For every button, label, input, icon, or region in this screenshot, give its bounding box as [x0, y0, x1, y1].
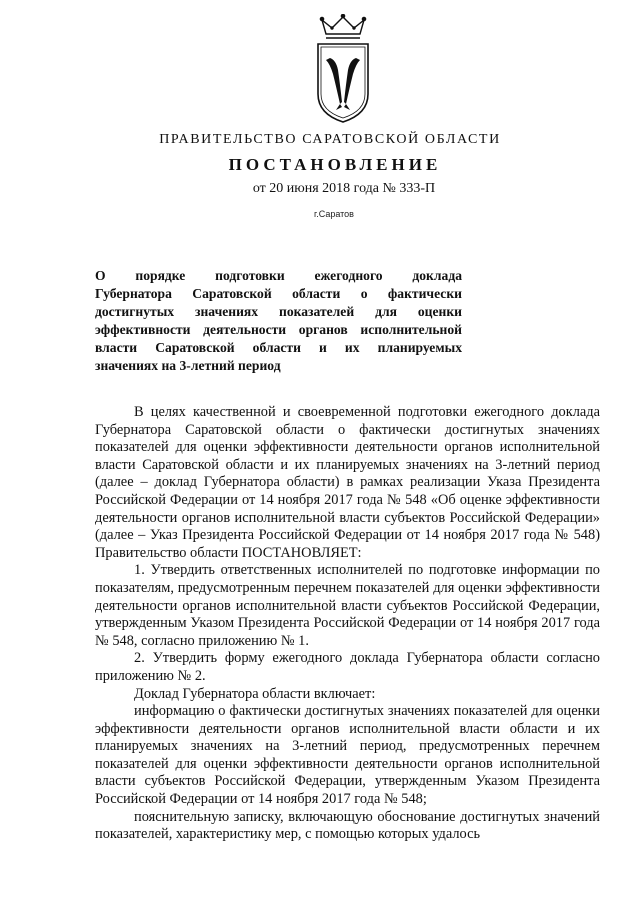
document-type: ПОСТАНОВЛЕНИЕ	[228, 155, 442, 174]
saratov-coat-of-arms-icon	[312, 14, 374, 126]
document-city: г.Саратов	[314, 209, 354, 219]
subject-line: значениях на 3-летний период	[95, 358, 281, 373]
body-paragraph: 1. Утвердить ответственных исполнителей по подготовке информации по показателям, предусмотренным перечнем показателей для оценки эффективности деятельности органов исполнительной власти субъектов Российской Федерации, утвержденным Указом Президента Российской Федерации от 14 ноября 2017 года № 548, согласно приложению № 1.	[95, 562, 600, 649]
body-paragraph: пояснительную записку, включающую обоснование достигнутых значений показателей, характеристику мер, с помощью которых удалось	[95, 808, 600, 843]
document-body	[95, 404, 600, 844]
subject-line: Губернатора Саратовской области о фактически	[95, 286, 462, 301]
subject-line: О порядке подготовки ежегодного доклада	[95, 268, 462, 283]
body-paragraph: 2. Утвердить форму ежегодного доклада Губернатора области согласно приложению № 2.	[95, 650, 600, 684]
government-name: ПРАВИТЕЛЬСТВО САРАТОВСКОЙ ОБЛАСТИ	[159, 132, 501, 147]
subject-line: достигнутых значениях показателей для оценки	[95, 304, 462, 319]
body-paragraph: информацию о фактически достигнутых значениях показателей для оценки эффективности деятельности органов исполнительной власти области и их планируемых значениях на 3-летний период, предусмотренных перечнем показателей для оценки эффективности деятельности органов исполнительной власти субъектов Российской Федерации, утвержденным Указом Президента Российской Федерации от 14 ноября 2017 года № 548;	[95, 703, 600, 808]
subject-line: власти Саратовской области и их планируемых	[95, 340, 462, 355]
document-subject	[95, 267, 462, 375]
document-date-number: от 20 июня 2018 года № 333-П	[252, 181, 436, 196]
body-paragraph: В целях качественной и своевременной подготовки ежегодного доклада Губернатора Саратовской области о фактически достигнутых значениях показателей для оценки эффективности деятельности органов исполнительной власти Саратовской области и их планируемых значениях на 3-летний период (далее – доклад Губернатора области) в рамках реализации Указа Президента Российской Федерации от 14 ноября 2017 года № 548 «Об оценке эффективности деятельности органов исполнительной власти субъектов Российской Федерации» (далее – Указ Президента Российской Федерации от 14 ноября 2017 года № 548) Правительство области ПОСТАНОВЛЯЕТ:	[95, 404, 600, 561]
body-paragraph: Доклад Губернатора области включает:	[134, 685, 376, 702]
subject-line: эффективности деятельности органов исполнительной	[95, 322, 462, 337]
